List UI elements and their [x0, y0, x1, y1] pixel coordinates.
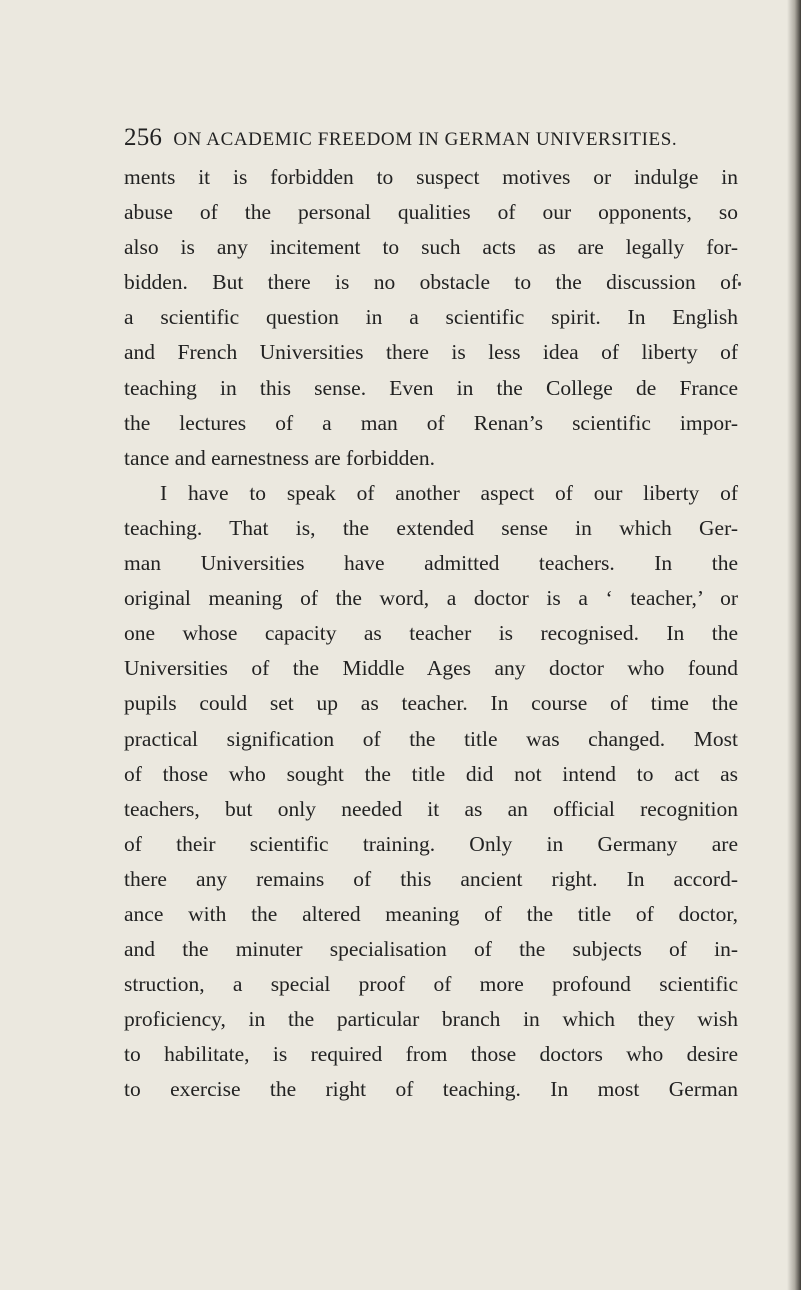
text-line: one whose capacity as teacher is recognised. In the — [124, 621, 738, 646]
text-line: proficiency, in the particular branch in which they wish — [124, 1007, 738, 1032]
text-line: ments it is forbidden to suspect motives or indulge in — [124, 165, 738, 189]
text-line: original meaning of the word, a doctor is a ‘ teacher,’ or — [124, 586, 738, 611]
text-line: and the minuter specialisation of the subjects of in- — [124, 937, 738, 962]
text-line: practical signification of the title was changed. Most — [124, 726, 738, 751]
text-line: teachers, but only needed it as an official recognition — [124, 796, 738, 821]
ink-speck — [738, 282, 741, 286]
text-line: bidden. But there is no obstacle to the discussion of — [124, 270, 738, 295]
text-line: teaching. That is, the extended sense in which Ger- — [124, 515, 738, 540]
body-text — [124, 160, 738, 1108]
running-title: ON ACADEMIC FREEDOM IN GERMAN UNIVERSITIES. — [173, 129, 678, 150]
text-line: struction, a special proof of more profound scientific — [124, 972, 738, 997]
text-line: also is any incitement to such acts as are legally for- — [124, 235, 738, 260]
text-line: Universities of the Middle Ages any doctor who found — [124, 656, 738, 681]
text-line: abuse of the personal qualities of our opponents, so — [124, 200, 738, 225]
text-line: man Universities have admitted teachers. In the — [124, 551, 738, 576]
running-head — [124, 124, 677, 152]
text-line: pupils could set up as teacher. In course of time the — [124, 691, 738, 716]
text-line: teaching in this sense. Even in the College de France — [124, 375, 738, 400]
text-line: of those who sought the title did not intend to act as — [124, 761, 738, 786]
text-line: of their scientific training. Only in Germany are — [124, 831, 738, 856]
text-line: and French Universities there is less idea of liberty of — [124, 340, 738, 365]
text-line: the lectures of a man of Renan’s scientific impor- — [124, 410, 738, 435]
text-line: to exercise the right of teaching. In most German — [124, 1077, 738, 1102]
page-number: 256 — [124, 124, 163, 151]
page-edge-shadow — [787, 0, 801, 1290]
paragraph-first-line: I have to speak of another aspect of our liberty of — [160, 480, 738, 505]
text-line: a scientific question in a scientific spirit. In English — [124, 305, 738, 330]
text-line: to habilitate, is required from those doctors who desire — [124, 1042, 738, 1067]
text-line: there any remains of this ancient right. In accord- — [124, 866, 738, 891]
text-line: tance and earnestness are forbidden. — [124, 445, 436, 470]
text-line: ance with the altered meaning of the title of doctor, — [124, 901, 738, 926]
